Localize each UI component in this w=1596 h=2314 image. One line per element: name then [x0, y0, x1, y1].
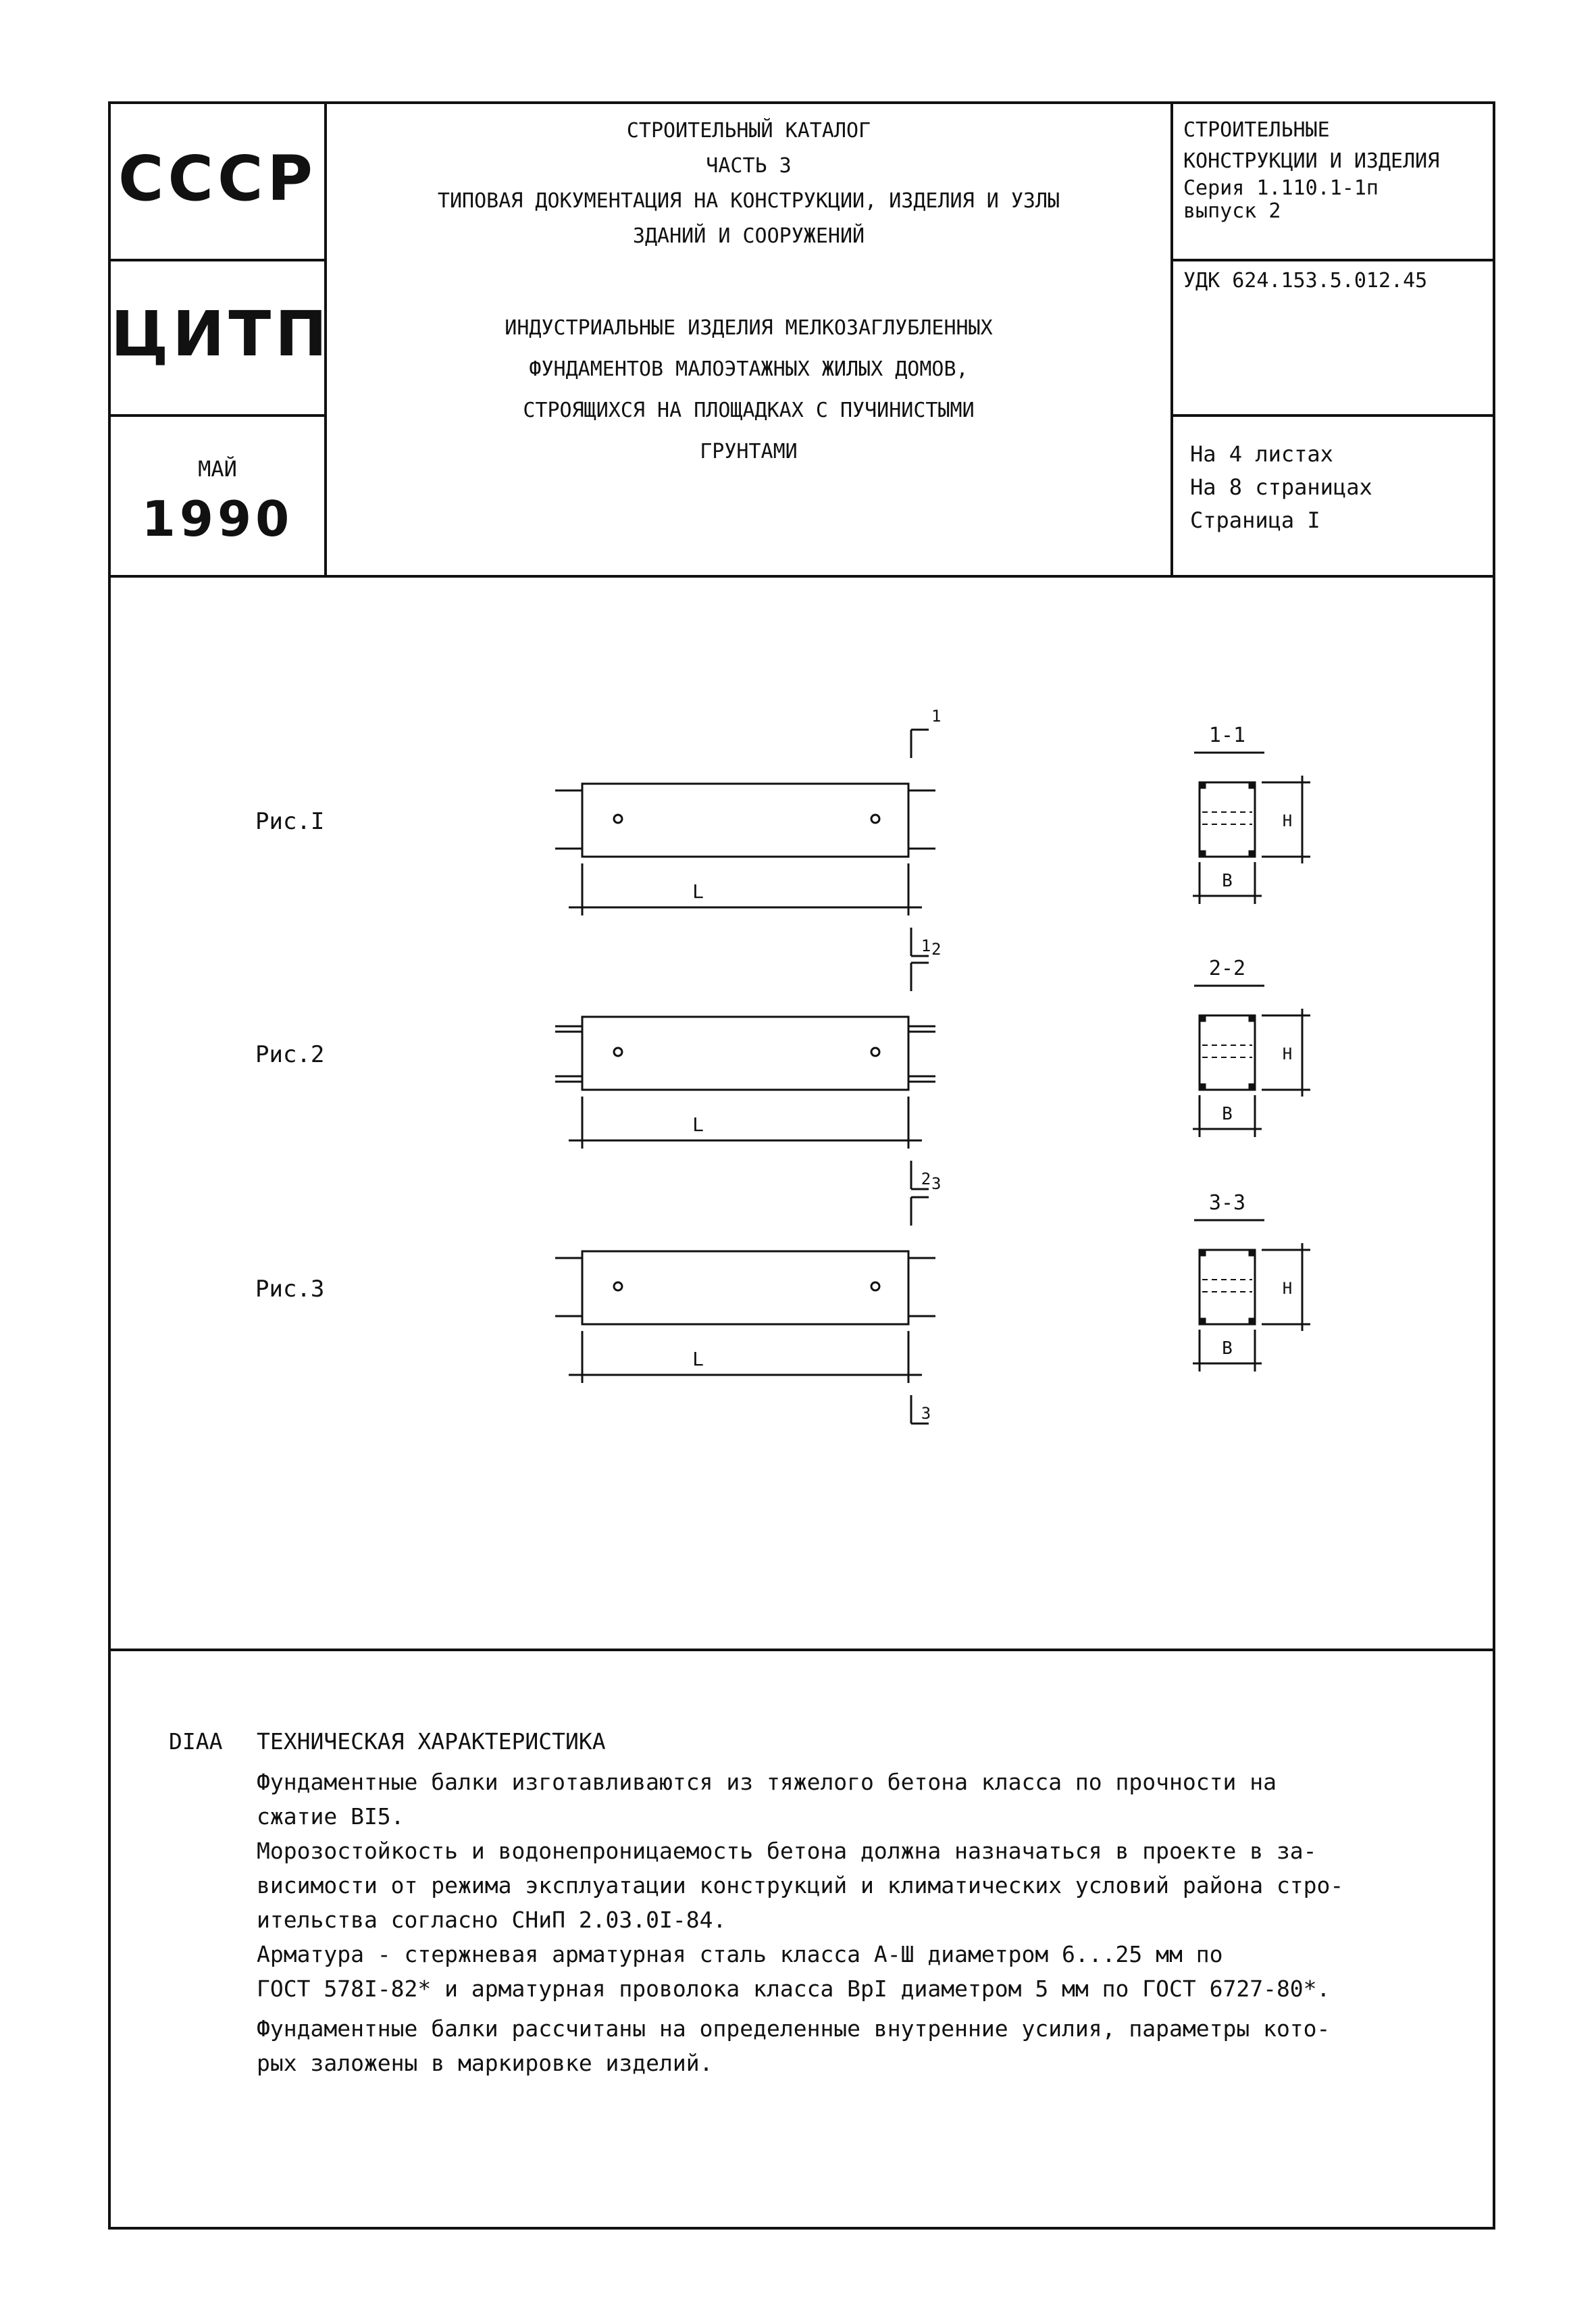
mounting-hole: [614, 1048, 622, 1056]
section-cut-label: 1: [921, 936, 931, 955]
mounting-hole: [871, 815, 879, 823]
rebar-dot: [1201, 1319, 1205, 1323]
series-line: выпуск 2: [1183, 199, 1281, 223]
tech-line: Морозостойкость и водонепроницаемость бетона должна назначаться в проекте в за-: [257, 1838, 1317, 1864]
rebar-dot: [1250, 851, 1254, 855]
catalog-line: ТИПОВАЯ ДОКУМЕНТАЦИЯ НА КОНСТРУКЦИИ, ИЗДЕЛИЯ И УЗЛЫ: [437, 189, 1060, 213]
tech-line: рых заложены в маркировке изделий.: [257, 2050, 713, 2076]
publication-month: МАЙ: [198, 456, 237, 482]
beam-body: [582, 1251, 908, 1324]
length-label: L: [692, 1113, 704, 1136]
series-line: КОНСТРУКЦИИ И ИЗДЕЛИЯ: [1183, 149, 1440, 173]
figure-3: [555, 1174, 1310, 1424]
rebar-dot: [1250, 1319, 1254, 1323]
tech-code: DIAA: [169, 1728, 223, 1755]
cross-section: [1200, 782, 1255, 857]
catalog-line: ЗДАНИЙ И СООРУЖЕНИЙ: [632, 224, 865, 248]
width-label: B: [1222, 871, 1233, 891]
rebar-dot: [1201, 1017, 1205, 1021]
height-label: H: [1282, 811, 1293, 830]
beam-body: [582, 1017, 908, 1090]
tech-line: Арматура - стержневая арматурная сталь класса А-Ш диаметром 6...25 мм по: [257, 1941, 1223, 1967]
mounting-hole: [614, 1282, 622, 1290]
figure-2: [555, 940, 1310, 1189]
mounting-hole: [871, 1048, 879, 1056]
section-cut-label: 3: [931, 1174, 942, 1193]
beam-body: [582, 784, 908, 857]
section-cut-label: 2: [921, 1169, 931, 1188]
org-ussr: СССР: [118, 143, 317, 215]
mounting-hole: [614, 815, 622, 823]
height-label: H: [1282, 1279, 1293, 1298]
tech-line: Фундаментные балки изготавливаются из тяжелого бетона класса по прочности на: [257, 1769, 1277, 1795]
udk-code: УДК 624.153.5.012.45: [1183, 269, 1428, 293]
rebar-dot: [1250, 784, 1254, 788]
section-title: 3-3: [1208, 1191, 1246, 1215]
mounting-hole: [871, 1282, 879, 1290]
catalog-line: ЧАСТЬ 3: [706, 154, 792, 178]
org-citp: ЦИТП: [111, 298, 332, 370]
width-label: B: [1222, 1338, 1233, 1359]
sheets-line: Страница I: [1190, 507, 1320, 533]
tech-line: ительства согласно СНиП 2.03.0I-84.: [257, 1907, 727, 1933]
width-label: B: [1222, 1104, 1233, 1124]
tech-line: висимости от режима эксплуатации конструкций и климатических условий района стро-: [257, 1872, 1344, 1898]
rebar-dot: [1201, 1084, 1205, 1088]
length-label: L: [692, 880, 704, 903]
publication-year: 1990: [141, 491, 294, 547]
cross-section: [1200, 1015, 1255, 1090]
rebar-dot: [1250, 1084, 1254, 1088]
rebar-dot: [1250, 1251, 1254, 1255]
catalog-line: СТРОИТЕЛЬНЫЙ КАТАЛОГ: [626, 119, 871, 143]
height-label: H: [1282, 1045, 1293, 1063]
rebar-dot: [1201, 851, 1205, 855]
section-cut-label: 3: [921, 1404, 931, 1423]
title-line: ГРУНТАМИ: [700, 440, 798, 463]
tech-line: Фундаментные балки рассчитаны на определенные внутренние усилия, параметры кото-: [257, 2015, 1331, 2042]
tech-body: [257, 1765, 1472, 2080]
figure-label: Рис.2: [255, 1041, 325, 1068]
series-line: СТРОИТЕЛЬНЫЕ: [1183, 118, 1330, 142]
rebar-dot: [1201, 1251, 1205, 1255]
figure-1: [555, 707, 1310, 956]
rebar-dot: [1250, 1017, 1254, 1021]
section-title: 2-2: [1208, 957, 1246, 980]
section-cut-label: 2: [931, 940, 942, 959]
title-line: ФУНДАМЕНТОВ МАЛОЭТАЖНЫХ ЖИЛЫХ ДОМОВ,: [529, 357, 969, 381]
tech-heading: ТЕХНИЧЕСКАЯ ХАРАКТЕРИСТИКА: [257, 1728, 606, 1755]
length-label: L: [692, 1348, 704, 1370]
title-line: СТРОЯЩИХСЯ НА ПЛОЩАДКАХ С ПУЧИНИСТЫМИ: [523, 399, 975, 422]
rebar-dot: [1201, 784, 1205, 788]
figure-label: Рис.3: [255, 1276, 325, 1303]
tech-line: сжатие BI5.: [257, 1803, 405, 1830]
title-line: ИНДУСТРИАЛЬНЫЕ ИЗДЕЛИЯ МЕЛКОЗАГЛУБЛЕННЫХ: [505, 316, 993, 340]
tech-line: ГОСТ 578I-82* и арматурная проволока класса BpI диаметром 5 мм по ГОСТ 6727-80*.: [257, 1976, 1331, 2002]
sheets-line: На 8 страницах: [1190, 474, 1372, 500]
sheets-line: На 4 листах: [1190, 441, 1333, 467]
section-title: 1-1: [1208, 724, 1246, 747]
section-cut-label: 1: [931, 707, 942, 726]
series-line: Серия 1.110.1-1п: [1183, 176, 1379, 200]
cross-section: [1200, 1250, 1255, 1324]
figure-label: Рис.I: [255, 808, 325, 835]
